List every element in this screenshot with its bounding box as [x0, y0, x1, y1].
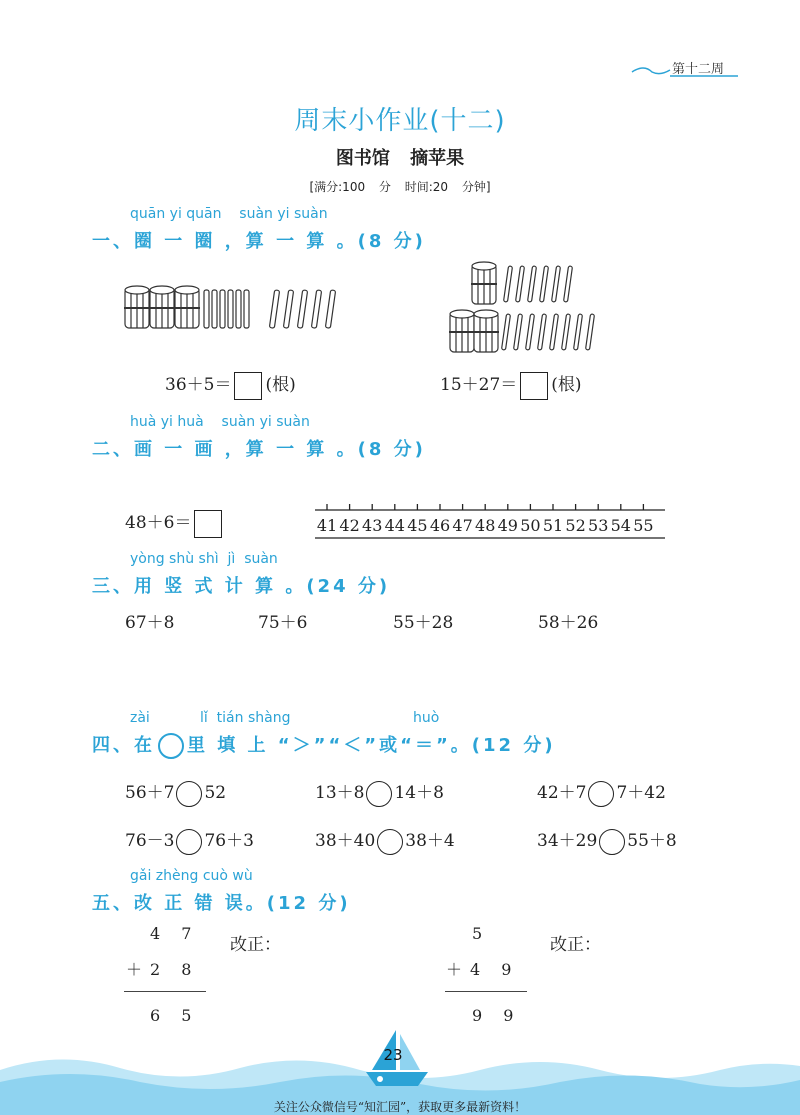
s4-problem-3 — [537, 778, 666, 807]
number-line-label: 46 — [429, 516, 451, 535]
compare-circle[interactable] — [599, 829, 625, 855]
single-sticks — [502, 314, 595, 350]
s1-problem-2 — [440, 370, 582, 400]
stick-bundle — [149, 286, 175, 328]
s2-pinyin: huà yi huà suàn yi suàn — [130, 414, 310, 430]
s4-problem-2 — [315, 778, 444, 807]
s3-problem-3: 55＋28 — [393, 613, 454, 633]
stick-bundle — [449, 310, 475, 352]
s1-problem-1 — [165, 370, 296, 400]
circle-symbol-icon — [158, 733, 184, 759]
s5-p2-top: 5 — [472, 924, 491, 943]
s4-right: 7＋42 — [616, 783, 666, 803]
s5-heading: 五、改 正 错 误。(12 分) — [92, 893, 351, 914]
s4-heading — [92, 731, 556, 759]
s4-problem-1 — [125, 778, 226, 807]
number-line-label: 55 — [633, 516, 654, 535]
number-line-label: 43 — [362, 516, 383, 535]
week-label: 第十二周 — [672, 62, 725, 77]
s1-pinyin: quān yi quān suàn yi suàn — [130, 206, 328, 222]
s3-pinyin: yòng shù shì jì suàn — [130, 551, 278, 567]
s4-pinyin-c: huò — [413, 710, 440, 726]
s5-p1-correct-label: 改正： — [230, 935, 281, 955]
single-sticks — [504, 266, 573, 302]
s4-pinyin-b: lǐ tián shàng — [200, 710, 291, 726]
page-subtitle: 图书馆 摘苹果 — [335, 148, 465, 169]
number-line-label: 48 — [475, 516, 496, 535]
s4-heading-b: 里 填 上 “＞”“＜”或“＝”。(12 分) — [187, 735, 556, 756]
s4-left: 76－3 — [125, 831, 175, 851]
s5-p1-mid: ＋2 8 — [126, 960, 200, 979]
footer-note: 关注公众微信号“知汇园”，获取更多最新资料！ — [273, 1100, 527, 1114]
s5-p1-line — [124, 991, 206, 992]
s4-right: 52 — [204, 783, 227, 803]
s4-left: 34＋29 — [537, 831, 598, 851]
s2-heading: 二、画 一 画 ，算 一 算 。(8 分) — [92, 439, 426, 460]
s4-problem-5 — [315, 826, 455, 855]
s4-left: 13＋8 — [315, 783, 365, 803]
s1-heading: 一、圈 一 圈 ，算 一 算 。(8 分) — [92, 231, 426, 252]
answer-box[interactable] — [234, 372, 262, 400]
sticks-illustration-left — [120, 282, 350, 332]
s3-problem-4: 58＋26 — [538, 613, 599, 633]
number-line-label: 45 — [407, 516, 428, 535]
stick-bundle — [473, 310, 499, 352]
s1-problem-2-expr: 15＋27＝ — [440, 375, 518, 395]
number-line-label: 50 — [520, 516, 541, 535]
number-line-label: 44 — [384, 516, 405, 535]
s5-pinyin: gǎi zhèng cuò wù — [130, 868, 253, 884]
stick-bundle — [174, 286, 200, 328]
s3-heading: 三、用 竖 式 计 算 。(24 分) — [92, 576, 391, 597]
number-line-label: 41 — [316, 516, 338, 535]
compare-circle[interactable] — [366, 781, 392, 807]
s1-problem-2-unit: (根) — [551, 375, 582, 395]
s4-left: 56＋7 — [125, 783, 175, 803]
s5-p2-correct-label: 改正： — [550, 935, 601, 955]
score-time-info: [满分:100 分 时间:20 分钟] — [309, 180, 491, 194]
s2-problem-expr: 48＋6＝ — [125, 513, 192, 533]
number-line-label: 42 — [339, 516, 360, 535]
s1-problem-1-expr: 36＋5＝ — [165, 375, 232, 395]
single-sticks — [204, 290, 249, 328]
s5-p1-top: 4 7 — [150, 924, 200, 943]
number-line-label: 53 — [588, 516, 609, 535]
page-title: 周末小作业(十二) — [294, 106, 506, 136]
s2-problem — [125, 508, 225, 538]
compare-circle[interactable] — [588, 781, 614, 807]
number-line-label: 52 — [565, 516, 586, 535]
compare-circle[interactable] — [377, 829, 403, 855]
stick-bundle — [124, 286, 150, 328]
s5-p1-res: 6 5 — [150, 1006, 200, 1025]
s4-problem-4 — [125, 826, 254, 855]
single-sticks — [269, 290, 335, 328]
stick-bundle — [471, 262, 497, 304]
number-line-label: 49 — [497, 516, 518, 535]
number-line — [315, 500, 670, 544]
answer-box[interactable] — [520, 372, 548, 400]
s3-problem-2: 75＋6 — [258, 613, 308, 633]
s4-problem-6 — [537, 826, 677, 855]
sticks-illustration-right — [440, 258, 610, 358]
s5-p2-line — [445, 991, 527, 992]
number-line-label: 51 — [542, 516, 564, 535]
s4-right: 55＋8 — [627, 831, 677, 851]
s4-right: 76＋3 — [204, 831, 254, 851]
s3-problem-1: 67＋8 — [125, 613, 175, 633]
compare-circle[interactable] — [176, 781, 202, 807]
number-line-label: 47 — [452, 516, 473, 535]
s1-problem-1-unit: (根) — [265, 375, 296, 395]
s5-p2-mid: ＋4 9 — [446, 960, 520, 979]
s4-left: 38＋40 — [315, 831, 376, 851]
s4-pinyin-a: zài — [130, 710, 150, 726]
s4-left: 42＋7 — [537, 783, 587, 803]
s4-right: 14＋8 — [394, 783, 444, 803]
compare-circle[interactable] — [176, 829, 202, 855]
s4-heading-a: 四、在 — [92, 735, 155, 756]
s4-right: 38＋4 — [405, 831, 455, 851]
s5-p2-res: 9 9 — [472, 1006, 522, 1025]
answer-box[interactable] — [194, 510, 222, 538]
number-line-label: 54 — [610, 516, 631, 535]
page-number: 23 — [383, 1046, 403, 1064]
